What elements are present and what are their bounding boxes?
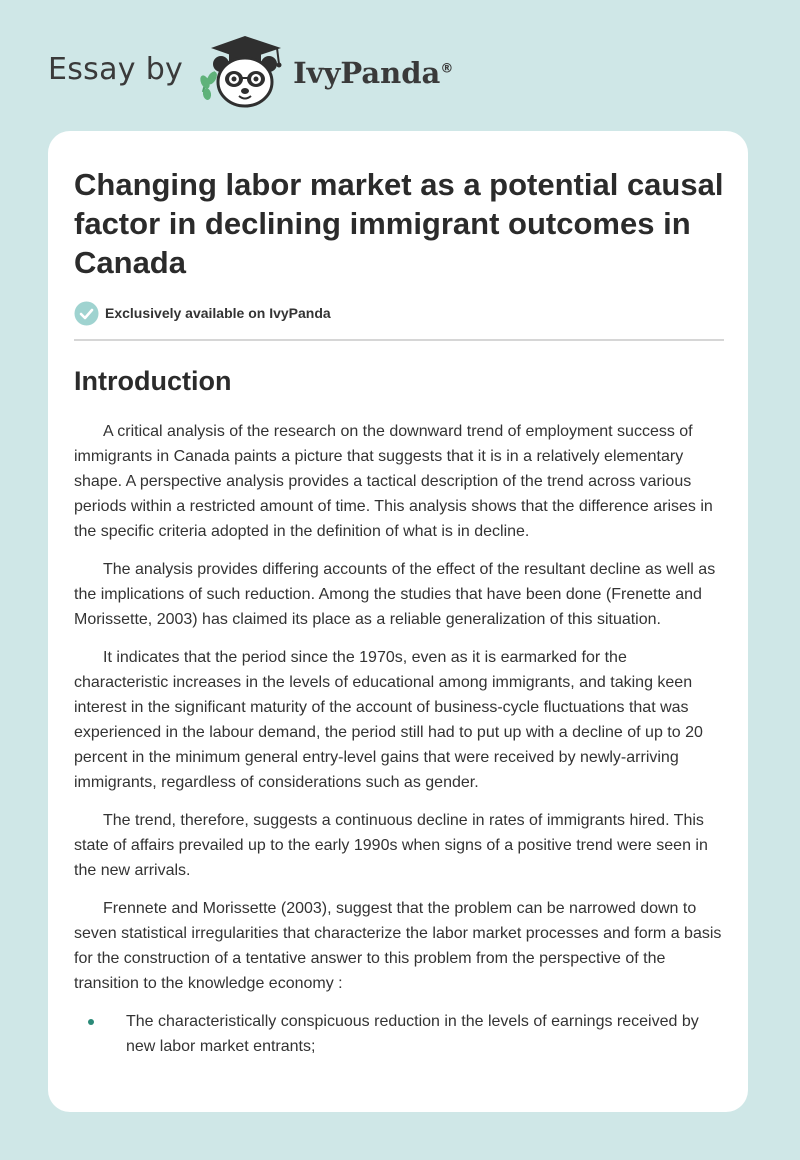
leaf-icon bbox=[199, 70, 220, 101]
section-heading-introduction: Introduction bbox=[74, 366, 232, 396]
essay-title: Changing labor market as a potential causal factor in declining immigrant outcomes in Canada bbox=[74, 167, 724, 280]
paragraph: The trend, therefore, suggests a continuous decline in rates of immigrants hired. This state of affairs prevailed up to the early 1990s when signs of a positive trend were seen in the new arrivals. bbox=[74, 812, 708, 879]
bullet-list bbox=[74, 1009, 724, 1059]
exclusive-badge bbox=[74, 300, 724, 326]
list-item bbox=[74, 1009, 724, 1059]
paragraph: It indicates that the period since the 1970s, even as it is earmarked for the characteristic increases in the levels of educational among immigrants, and taking keen interest in the significant maturity of the account of business-cycle fluctuations that was experienced in the labour demand, the period still had to put up with a decline of up to 20 percent in the minimum general entry-level gains that were received by newly-arriving immigrants, regardless of considerations such as gender. bbox=[74, 649, 703, 791]
brand-name: IvyPanda® bbox=[293, 56, 454, 90]
essay-card bbox=[48, 131, 748, 1112]
list-item-text: The characteristically conspicuous reduction in the levels of earnings received by new labor market entrants; bbox=[126, 1013, 699, 1055]
registered-mark: ® bbox=[440, 61, 454, 77]
divider bbox=[74, 339, 724, 341]
brand-prefix: Essay by bbox=[48, 51, 184, 87]
paragraph: The analysis provides differing accounts of the effect of the resultant decline as well as the implications of such reduction. Among the studies that have been done (Frenette and Morissette, 2003) has claimed its place as a reliable generalization of this situation. bbox=[74, 561, 716, 628]
badge-text: Exclusively available on IvyPanda bbox=[105, 305, 331, 321]
panda-mascot-icon bbox=[195, 34, 287, 108]
check-circle-icon bbox=[74, 301, 99, 326]
essay-content bbox=[74, 165, 724, 1059]
paragraph: A critical analysis of the research on the downward trend of employment success of immigrants in Canada paints a picture that suggests that it is in a relatively elementary shape. A perspective analysis provides a tactical description of the trend across various periods within a restricted amount of time. This analysis shows that the difference arises in the specific criteria adopted in the definition of what is in decline. bbox=[74, 423, 713, 540]
bullet-dot-icon bbox=[88, 1019, 94, 1025]
brand-logo[interactable] bbox=[48, 34, 453, 108]
paragraph: Frennete and Morissette (2003), suggest that the problem can be narrowed down to seven statistical irregularities that characterize the labor market processes and form a basis for the construction of a tentative answer to this problem from the perspective of the transition to the knowledge economy : bbox=[74, 900, 722, 992]
